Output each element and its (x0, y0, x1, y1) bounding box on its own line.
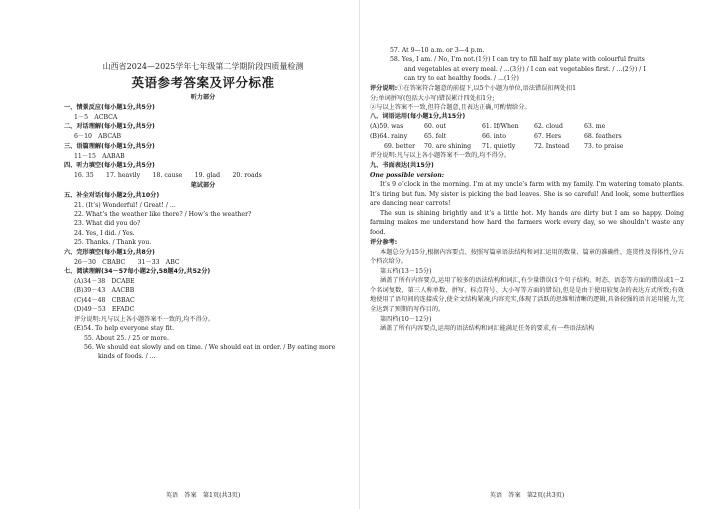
reading-c: (C)44－48 CBBAC (74, 296, 135, 304)
section-1-answer: 1－5 ACBCA (74, 114, 118, 121)
scoring-reference-label: 评分参考: (370, 238, 398, 246)
document-title: 山西省2024—2025学年七年级第二学期阶段四质量检测 (102, 62, 304, 71)
answer-71: 71. quietly (482, 142, 516, 150)
answer-23: 23. What did you do? (74, 220, 141, 228)
section-6-answer: 26－30 CBABC 31－33 ABC (74, 258, 180, 266)
answer-56-line1: 56. We should eat slowly and on time. / We should eat in order. / By eating more (84, 343, 336, 351)
document-subtitle: 英语参考答案及评分标准 (131, 75, 275, 90)
section-4-heading: 四、听力填空(每小题1分,共5分) (64, 162, 155, 170)
scoring-note-1-line1: ①在答案符合题意的前提下,以5个小题为单位,语法错误扣两处扣1 (397, 84, 577, 92)
section-7-heading: 七、阅读理解(34－57每小题2分,58题4分,共52分) (64, 268, 211, 276)
answer-page-2 (360, 0, 720, 509)
section-5-heading: 五、补全对话(每小题2分,共10分) (64, 191, 160, 199)
grade-4-heading: 第四档(10－12分) (380, 315, 432, 323)
answer-65: 65. felt (424, 133, 447, 141)
answer-21: 21. (It’s) Wonderful! / Great! / ... (74, 201, 176, 209)
reading-d: (D)49－53 EFADC (74, 306, 135, 314)
scoring-reference-text: 本题总分为15分,根据内容要点、按照写篇章语法结构和词汇运用的数量、篇章的准确性、连贯性及得体性,分五个档次给分。 (370, 248, 684, 266)
answer-60: 60. out (424, 123, 447, 131)
answer-61: 61. If/When (482, 123, 519, 131)
possible-version-label: One possible version: (370, 171, 445, 179)
word-use-answers (370, 122, 684, 151)
answer-69: 69. better (384, 142, 416, 150)
scoring-note-2: ②与以上答案不一致,但符合题意,且表达正确,可酌情给分。 (370, 104, 531, 112)
answer-55: 55. About 25. / 25 or more. (84, 334, 169, 342)
section-9-heading: 九、书面表达(共15分) (370, 161, 434, 169)
answer-56-line2: kinds of foods. / ... (98, 353, 156, 361)
answer-24: 24. Yes, I did. / Yes. (74, 229, 135, 237)
answer-70: 70. are shining (424, 142, 472, 150)
answer-64: (B)64. rainy (370, 133, 408, 141)
section-6-heading: 六、完形填空(每小题1分,共8分) (64, 248, 155, 256)
section-2-answer: 6－10 ABCAB (74, 133, 122, 141)
section-4-answer: 16. 35 17. heavily 18. cause 19. glad 20. roads (74, 172, 262, 180)
listening-heading: 听力部分 (190, 94, 216, 101)
answer-67: 67. Hers (534, 133, 561, 141)
answer-73: 73. to praise (584, 142, 624, 150)
section-8-heading: 八、词语运用(每小题1分,共15分) (370, 113, 466, 121)
grade-5-heading: 第五档(13－15分) (380, 267, 432, 275)
answer-58-line2: and vegetables at every meal. / ...(3分) / I can eat vegetables first. / ...(2分) / I (404, 65, 646, 73)
page-1-content (64, 50, 342, 362)
scoring-note-1-line2: 分;单词拼写(包括大小写)错误累计四处扣1分; (370, 94, 495, 102)
answer-58-line1: 58. Yes, I am. / No, I’m not.(1分) I can try to fill half my plate with colourful fruits (390, 56, 645, 64)
grade-5-text: 涵盖了所有内容要点,运用了较多的语法结构和词汇,有少量错误(1个句子结构、时态、语态等方面的错误或1－2个名词复数、第三人称单数、拼写、标点符号、大小写等方面的错误),但是是由于使用较复杂的表达方式所致;有效地使用了语句间的连接成分,使全文结构紧凑,内容充实,体现了活跃的思维和清晰的逻辑,具备较强的语言运用能力,完全达到了预期的写作目的。 (370, 277, 684, 313)
section-3-answer: 11－15 AABAB (74, 152, 125, 160)
answer-22: 22. What’s the weather like there? / How’s the weather? (74, 211, 252, 219)
section-2-heading: 二、对话理解(每小题1分,共5分) (64, 123, 155, 131)
answer-68: 68. feathers (584, 133, 622, 141)
page-1-footer: 英语 答案 第1页(共3页) (165, 492, 241, 499)
answer-72: 72. Instead (534, 142, 570, 150)
answer-62: 62. cloud (534, 123, 563, 131)
answer-63: 63. me (584, 123, 606, 131)
essay-paragraph-2: The sun is shining brightly and it’s a little hot. My hands are dirty but I am so happy. Doing farming makes me understand how hard the farmers work every day, so we shouldn’t waste any food. (370, 209, 684, 236)
page-2-footer: 英语 答案 第2页(共3页) (489, 492, 565, 499)
answer-54: (E)54. To help everyone stay fit. (74, 325, 175, 333)
reading-a: (A)34－38 DCABE (74, 278, 135, 286)
writing-heading: 笔试部分 (190, 181, 216, 189)
answer-59: (A)59. was (370, 123, 404, 131)
essay-paragraph-1: It’s 9 o’clock in the morning. I’m at my uncle’s farm with my family. I’m watering tomato plants. It’s tiring but fun. My sister is picking the bad leaves. She is so careful! And look, some butterflies are dancing near carrots! (370, 181, 684, 208)
section-8-note: 评分说明:凡与以上各小题答案不一致的,均不得分。 (370, 152, 511, 160)
answer-58-line3: can try to eat healthy foods. / ...(1分) (404, 75, 519, 83)
reading-b: (B)39－43 AACBB (74, 287, 135, 295)
page-2-content (370, 46, 684, 334)
answer-66: 66. into (482, 133, 506, 141)
section-7-note: 评分说明:凡与以上各小题答案不一致的,均不得分。 (74, 315, 215, 323)
section-3-heading: 三、语篇理解(每小题1分,共5分) (64, 142, 155, 150)
section-1-heading: 一、情景反应(每小题1分,共5分) (64, 104, 155, 111)
grade-4-text: 涵盖了所有内容要点,运用的语法结构和词汇能满足任务的要求,有一些语法结构 (380, 324, 595, 332)
answer-25: 25. Thanks. / Thank you. (74, 239, 152, 247)
answer-57: 57. At 9—10 a.m. or 3—4 p.m. (390, 47, 485, 54)
scoring-note-label: 评分说明: (370, 84, 398, 92)
